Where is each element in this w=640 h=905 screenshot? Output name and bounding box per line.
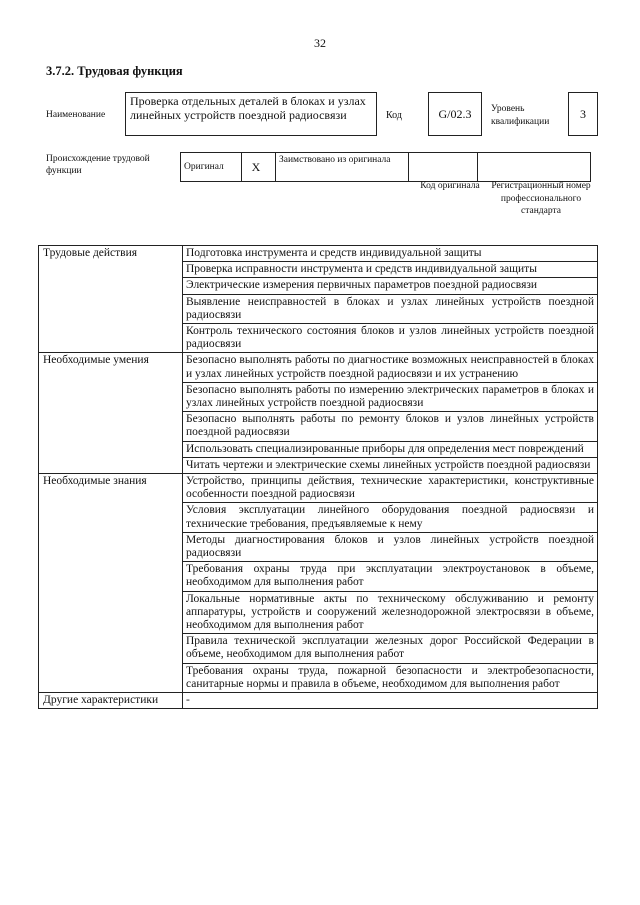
code-value: G/02.3	[428, 92, 482, 136]
item-cell: Подготовка инструмента и средств индивидуальной защиты	[183, 246, 598, 262]
function-details-body	[39, 246, 598, 709]
category-cell: Необходимые умения	[39, 353, 183, 474]
table-row	[39, 246, 598, 262]
original-code-caption: Код оригинала	[420, 181, 480, 191]
item-cell: Устройство, принципы действия, технические характеристики, конструктивные особенности поездной радиосвязи	[183, 474, 598, 503]
item-cell: Условия эксплуатации линейного оборудования поездной радиосвязи и технические требования, предъявляемые к нему	[183, 503, 598, 532]
item-cell: Требования охраны труда, пожарной безопасности и электробезопасности, санитарные нормы и правила в объеме, необходимом для выполнения работ	[183, 663, 598, 692]
item-cell: Электрические измерения первичных параметров поездной радиосвязи	[183, 278, 598, 294]
item-cell: Контроль технического состояния блоков и узлов линейных устройств поездной радиосвязи	[183, 324, 598, 353]
name-label: Наименование	[46, 110, 106, 120]
table-row	[39, 693, 598, 709]
original-code-cell	[409, 153, 478, 182]
origin-table	[180, 152, 591, 182]
item-cell: Локальные нормативные акты по техническому обслуживанию и ремонту аппаратуры, устройств и сооружений железнодорожной электросвязи в объеме, необходимом для выполнения работ	[183, 591, 598, 634]
category-cell: Трудовые действия	[39, 246, 183, 353]
function-details-table	[38, 245, 598, 709]
item-cell: Безопасно выполнять работы по ремонту блоков и узлов линейных устройств поездной радиосвязи	[183, 412, 598, 441]
item-cell: Методы диагностирования блоков и узлов линейных устройств поездной радиосвязи	[183, 532, 598, 561]
reg-number-caption: Регистрационный номер профессионального стандарта	[491, 181, 591, 216]
name-value: Проверка отдельных деталей в блоках и узлах линейных устройств поездной радиосвязи	[125, 92, 377, 136]
table-row	[39, 474, 598, 503]
original-label: Оригинал	[181, 153, 242, 182]
item-cell: Использовать специализированные приборы для определения мест повреждений	[183, 441, 598, 457]
item-cell: Читать чертежи и электрические схемы линейных устройств поездной радиосвязи	[183, 457, 598, 473]
category-cell: Необходимые знания	[39, 474, 183, 693]
item-cell: Правила технической эксплуатации железных дорог Российской Федерации в объеме, необходимом для выполнения работ	[183, 634, 598, 663]
item-cell: Безопасно выполнять работы по измерению электрических параметров в блоках и узлах линейных устройств поездной радиосвязи	[183, 382, 598, 411]
qualification-level-label-text: Уровень квалификации	[491, 104, 550, 127]
section-title: 3.7.2. Трудовая функция	[46, 64, 183, 78]
qualification-level-label	[491, 103, 561, 129]
original-mark: X	[242, 153, 276, 182]
qualification-level-value: 3	[568, 92, 598, 136]
code-label: Код	[386, 110, 402, 121]
origin-label-text: Происхождение трудовой функции	[46, 154, 150, 176]
page-number: 32	[314, 36, 326, 50]
origin-label	[46, 153, 166, 177]
item-cell: Безопасно выполнять работы по диагностике возможных неисправностей в блоках и узлах линейных устройств поездной радиосвязи и их устранению	[183, 353, 598, 382]
item-cell: Выявление неисправностей в блоках и узлах линейных устройств поездной радиосвязи	[183, 294, 598, 323]
item-cell: -	[183, 693, 598, 709]
table-row	[39, 353, 598, 382]
item-cell: Требования охраны труда при эксплуатации электроустановок в объеме, необходимом для выполнения работ	[183, 562, 598, 591]
borrowed-label: Заимствовано из оригинала	[276, 153, 409, 182]
category-cell: Другие характеристики	[39, 693, 183, 709]
item-cell: Проверка исправности инструмента и средств индивидуальной защиты	[183, 262, 598, 278]
reg-number-cell	[478, 153, 591, 182]
